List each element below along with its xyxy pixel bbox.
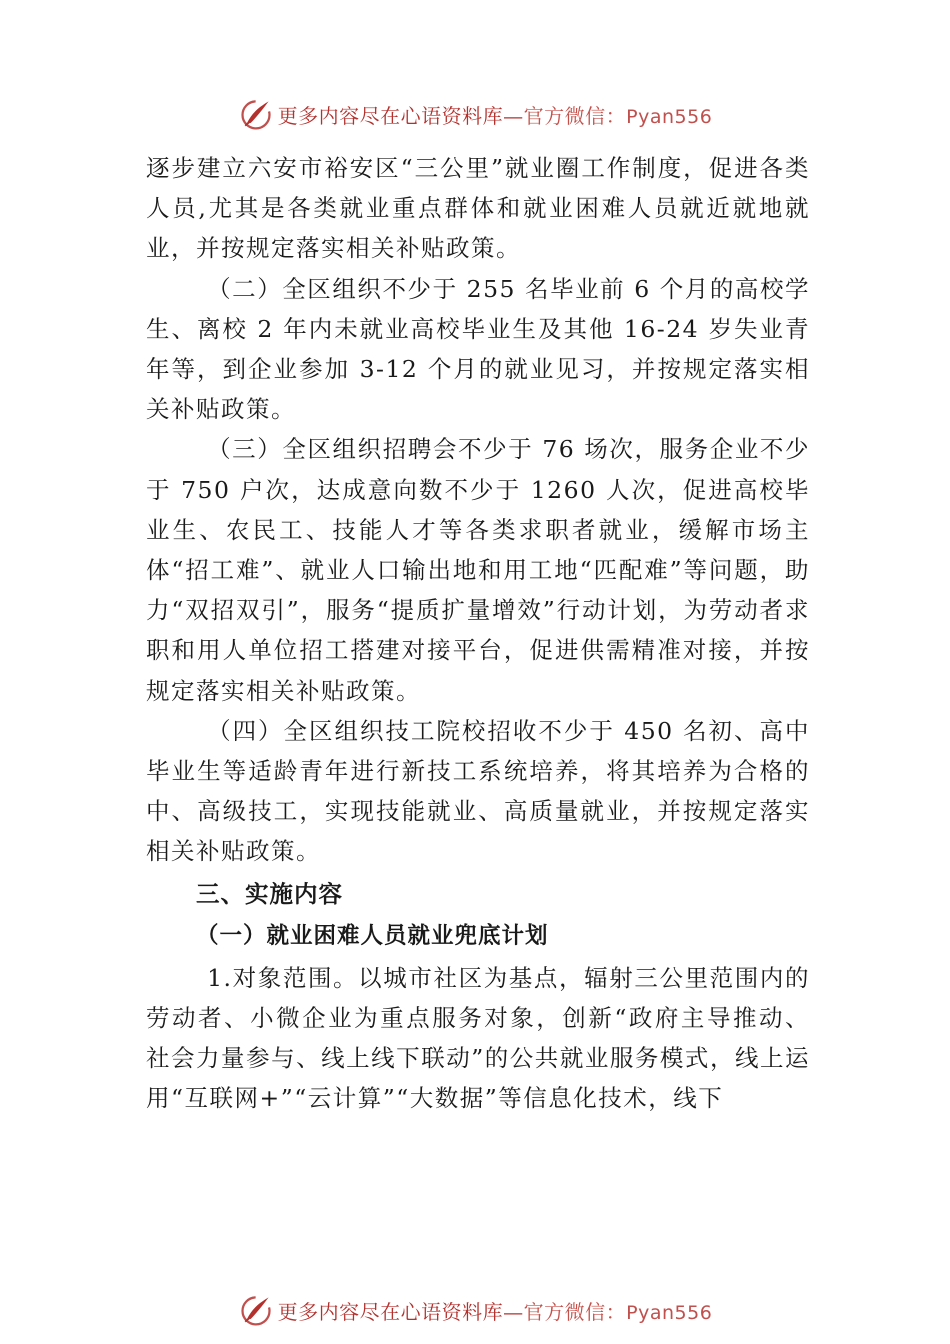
watermark-header (0, 94, 950, 134)
paragraph-continuation: 逐步建立六安市裕安区“三公里”就业圈工作制度，促进各类人员,尤其是各类就业重点群体和就业困难人员就近就地就业，并按规定落实相关补贴政策。 (146, 154, 810, 263)
quill-swirl-logo-icon (238, 1292, 274, 1328)
paragraph-scope: 1.对象范围。以城市社区为基点，辐射三公里范围内的劳动者、小微企业为重点服务对象，创新“政府主导推动、 社会力量参与、线上线下联动”的公共就业服务模式，线上运用“互联网+”“云计算”“大数据”等信息化技术，线下 (146, 963, 810, 1113)
watermark-separator: — (503, 103, 524, 128)
watermark-wechat-id: Pyan556 (626, 105, 713, 128)
quill-swirl-logo-icon (238, 96, 274, 132)
watermark-text (278, 100, 713, 129)
document-body (146, 148, 810, 1118)
watermark-text (278, 1296, 713, 1325)
section-heading: 三、实施内容 (196, 879, 343, 908)
watermark-wechat-label: 官方微信： (523, 1299, 627, 1324)
paragraph-item-4: （四）全区组织技工院校招收不少于 450 名初、高中毕业生等适龄青年进行新技工系统培养，将其培养为合格的中、高级技工，实现技能就业、高质量就业，并按规定落实相关补贴政策。 (146, 716, 810, 866)
watermark-separator: — (503, 1299, 524, 1324)
subsection-heading: （一）就业困难人员就业兜底计划 (196, 922, 549, 949)
watermark-wechat-id: Pyan556 (626, 1301, 713, 1324)
watermark-wechat-label: 官方微信： (523, 103, 627, 128)
watermark-slogan: 更多内容尽在心语资料库 (277, 1299, 504, 1324)
watermark-slogan: 更多内容尽在心语资料库 (277, 103, 504, 128)
paragraph-item-2: （二）全区组织不少于 255 名毕业前 6 个月的高校学生、离校 2 年内未就业高校毕业生及其他 16-24 岁失业青年等，到企业参加 3-12 个月的就业见习，并按规定落实相关补贴政策。 (146, 274, 810, 424)
watermark-footer (0, 1290, 950, 1330)
paragraph-item-3: （三）全区组织招聘会不少于 76 场次，服务企业不少于 750 户次，达成意向数不少于 1260 人次，促进高校毕业生、农民工、技能人才等各类求职者就业，缓解市场主体“招工难”、就业人口输出地和用工地“匹配难”等问题，助力“双招双引”，服务“提质扩量增效”行动计划，为劳动者求职和用人单位招工搭建对接平台，促进供需精准对接，并按规定落实相关补贴政策。 (146, 435, 810, 705)
